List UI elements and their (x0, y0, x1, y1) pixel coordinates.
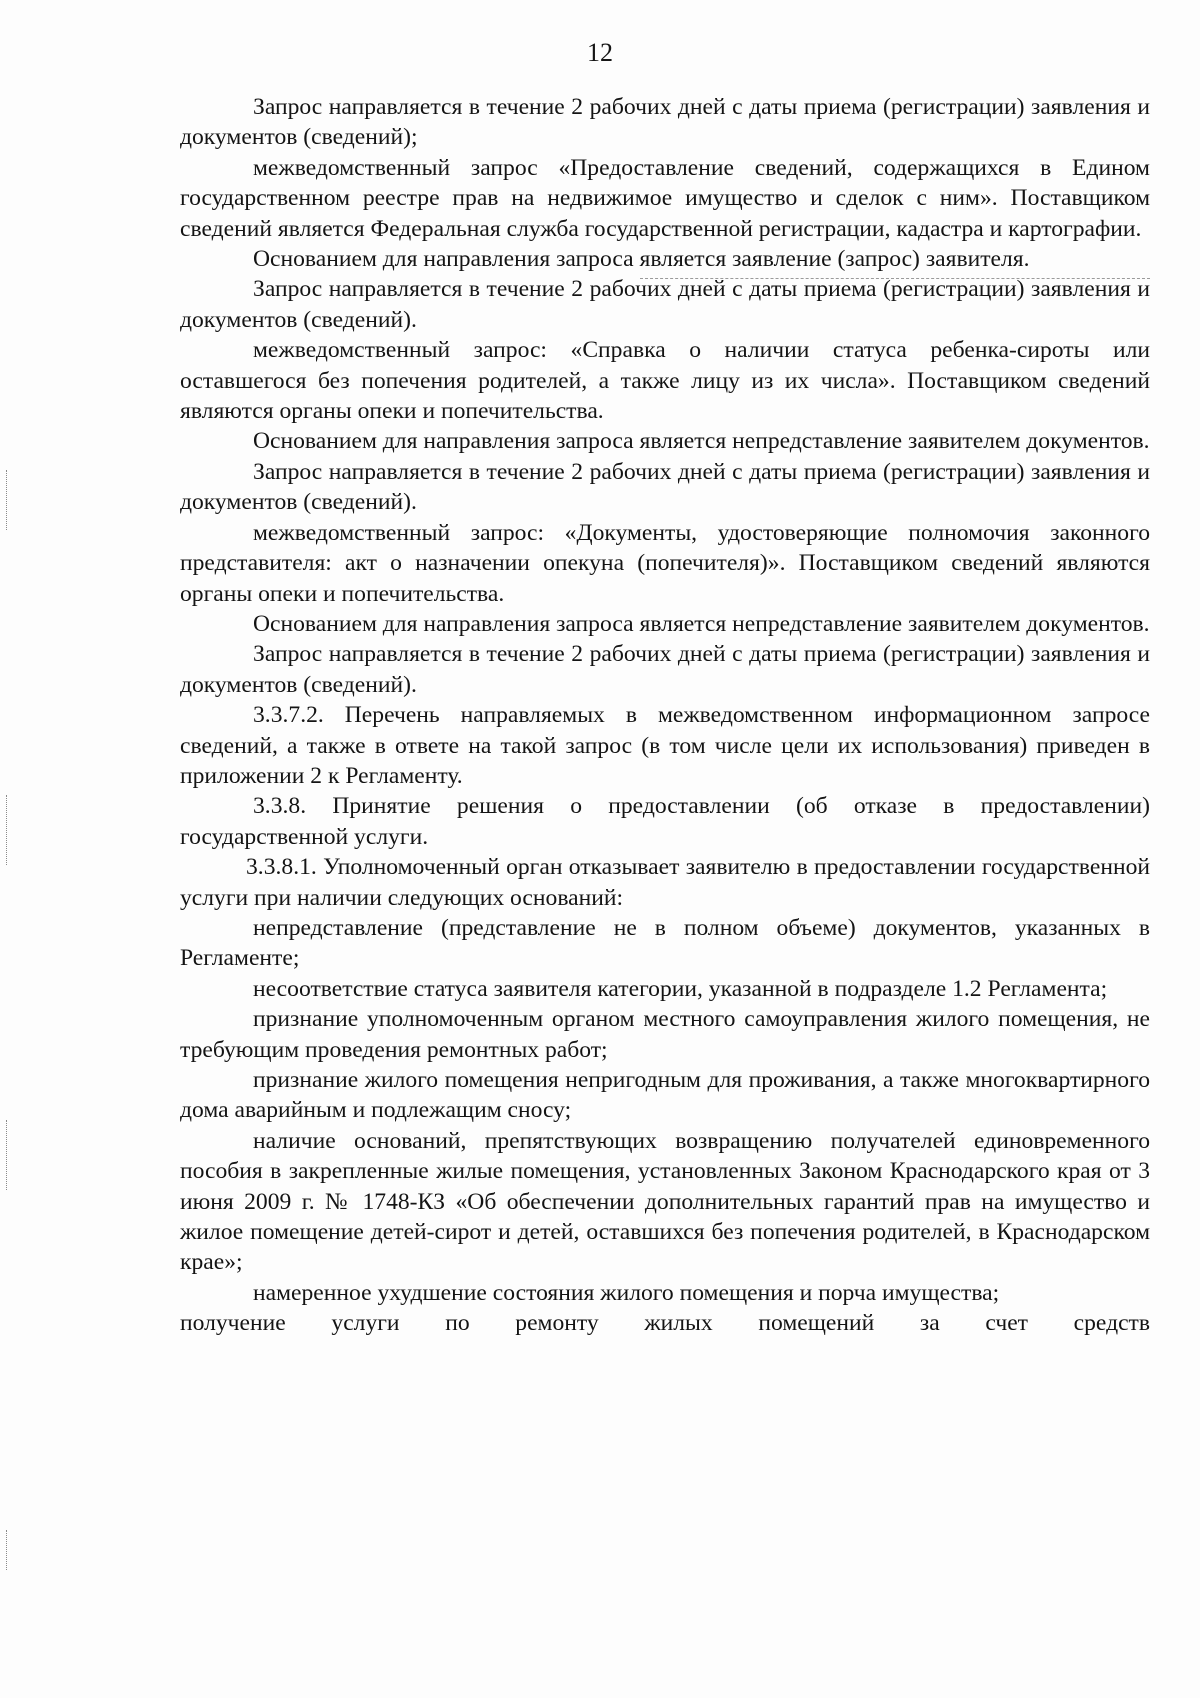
paragraph: межведомственный запрос «Предоставление сведений, содержащихся в Едином государственном реестре прав на недвижимое имущество и сделок с ним». Поставщиком сведений является Федеральная служба государственной регистрации, кадастра и картографии. (180, 154, 1150, 242)
scan-edge-mark (6, 795, 7, 865)
paragraph: Запрос направляется в течение 2 рабочих дней с даты приема (регистрации) заявления и документов (сведений). (180, 458, 1150, 516)
paragraph: несоответствие статуса заявителя категории, указанной в подразделе 1.2 Регламента; (253, 975, 1108, 1002)
paragraph: признание жилого помещения непригодным для проживания, а также многоквартирного дома аварийным и подлежащим сносу; (180, 1067, 1150, 1124)
paragraph: Основанием для направления запроса является заявление (запрос) заявителя. (253, 246, 1030, 273)
scan-edge-mark (6, 1530, 7, 1570)
paragraph: Основанием для направления запроса является непредставление заявителем документов. (253, 610, 1150, 637)
paragraph: 3.3.8. Принятие решения о предоставлении (об отказе в предоставлении) государственной услуги. (180, 793, 1150, 850)
scan-edge-mark (6, 470, 7, 530)
paragraph: Запрос направляется в течение 2 рабочих дней с даты приема (регистрации) заявления и документов (сведений). (180, 276, 1150, 333)
paragraph: непредставление (представление не в полном объеме) документов, указанных в Регламенте; (180, 914, 1150, 972)
paragraph: Запрос направляется в течение 2 рабочих дней с даты приема (регистрации) заявления и документов (сведений). (180, 641, 1150, 698)
document-body (180, 92, 1150, 1339)
paragraph: намеренное ухудшение состояния жилого помещения и порча имущества; (253, 1279, 1000, 1306)
paragraph: 3.3.7.2. Перечень направляемых в межведомственном информационном запросе сведений, а также в ответе на такой запрос (в том числе цели их использования) приведен в приложении 2 к Регламенту. (180, 702, 1150, 789)
paragraph: признание уполномоченным органом местного самоуправления жилого помещения, не требующим проведения ремонтных работ; (180, 1006, 1150, 1063)
paragraph: Запрос направляется в течение 2 рабочих дней с даты приема (регистрации) заявления и документов (сведений); (180, 94, 1150, 151)
paragraph: межведомственный запрос: «Справка о наличии статуса ребенка-сироты или оставшегося без попечения родителей, а также лицу из их числа». Поставщиком сведений являются органы опеки и попечительства. (180, 337, 1150, 425)
scan-edge-mark (6, 1120, 7, 1190)
paragraph: межведомственный запрос: «Документы, удостоверяющие полномочия законного представителя: акт о назначении опекуна (попечителя)». Поставщиком сведений являются органы опеки и попечительства. (180, 519, 1150, 607)
paragraph: получение услуги по ремонту жилых помещений за счет средств (180, 1310, 1150, 1337)
paragraph: наличие оснований, препятствующих возвращению получателей единовременного пособия в закрепленные жилые помещения, установленных Законом Краснодарского края от 3 июня 2009 г. № 1748-КЗ «Об обеспечении дополнительных гарантий прав на имущество и жилое помещение детей-сирот и детей, оставшихся без попечения родителей, в Краснодарском крае»; (180, 1127, 1150, 1276)
paragraph: Основанием для направления запроса является непредставление заявителем документов. (253, 428, 1150, 455)
page-number: 12 (587, 38, 613, 67)
paragraph: 3.3.8.1. Уполномоченный орган отказывает заявителю в предоставлении государственной услуги при наличии следующих оснований: (180, 854, 1150, 911)
